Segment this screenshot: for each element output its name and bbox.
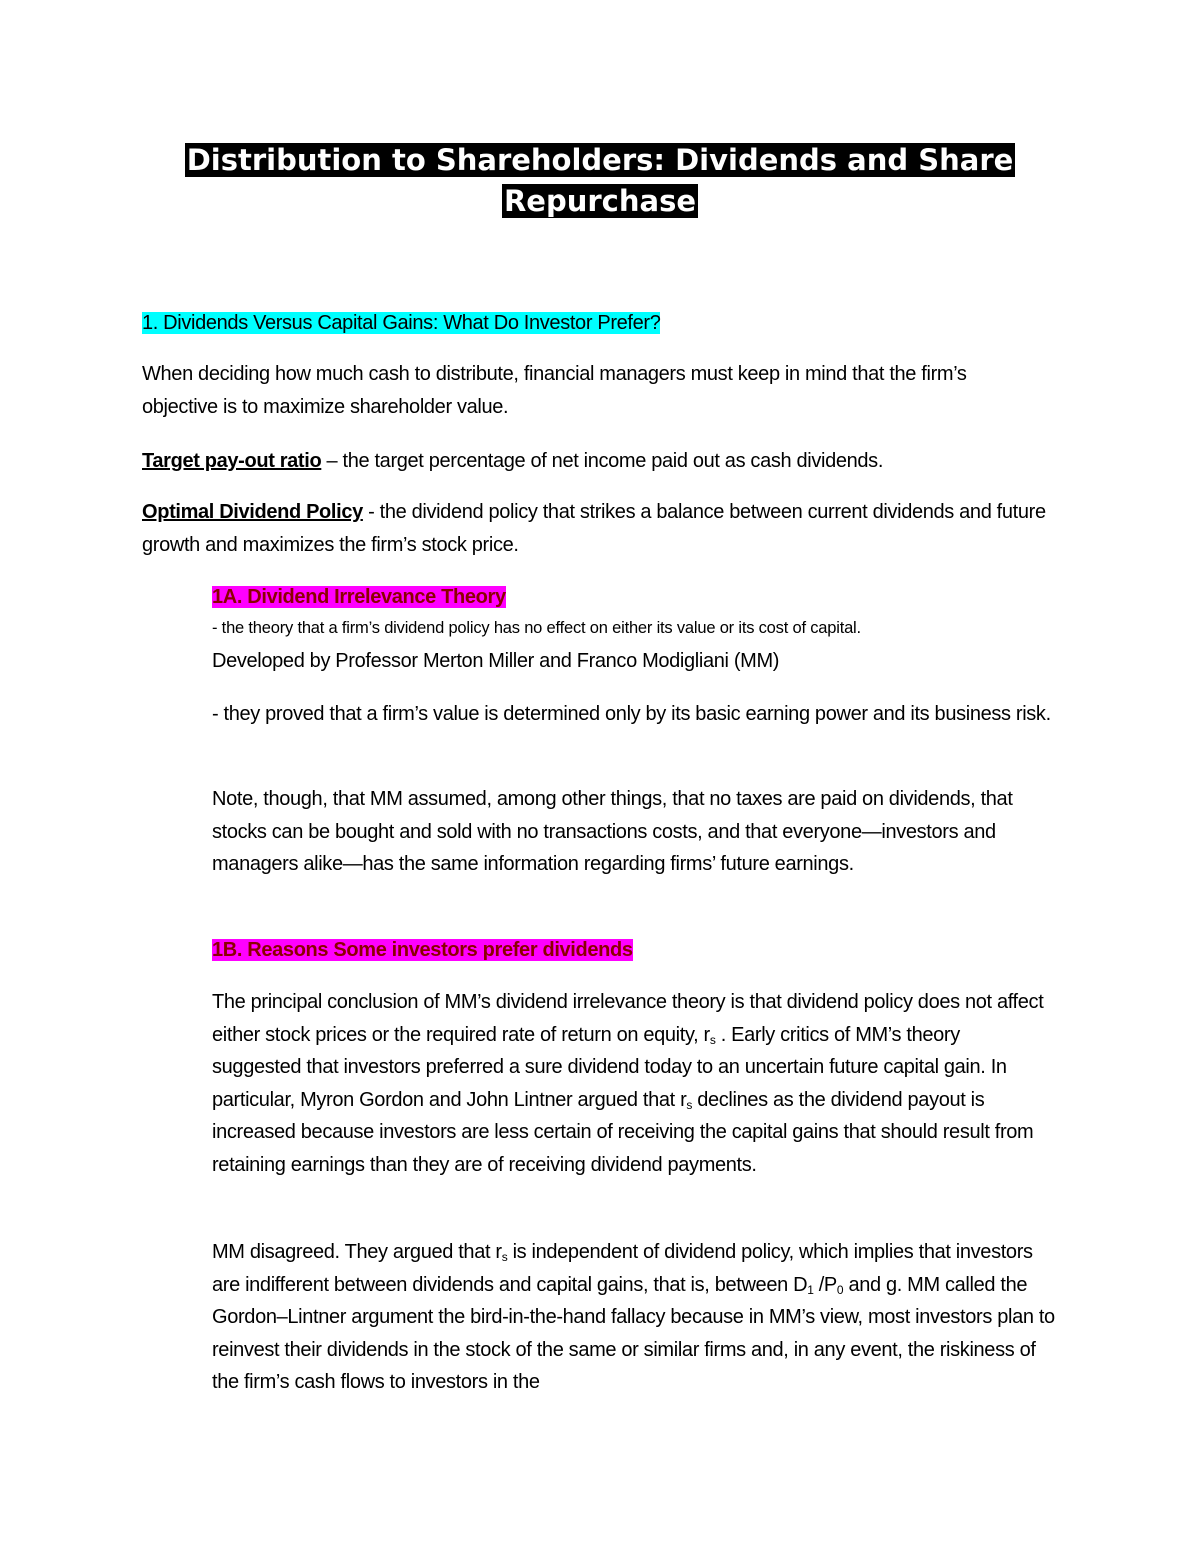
document-title bbox=[120, 140, 1080, 222]
mm-proved-text: - they proved that a firm’s value is determined only by its basic earning power and its business risk. bbox=[212, 703, 1051, 725]
section-1a-heading bbox=[212, 581, 1072, 614]
r-s-subscript: s bbox=[709, 1032, 716, 1047]
target-payout-ratio-text: – the target percentage of net income paid out as cash dividends. bbox=[321, 450, 884, 472]
r-s-subscript-2: s bbox=[686, 1097, 693, 1112]
p2-text-a: MM disagreed. They argued that r bbox=[212, 1241, 502, 1263]
title-line-1: Distribution to Shareholders: Dividends and Share bbox=[186, 143, 1014, 177]
title-line-2: Repurchase bbox=[503, 184, 697, 218]
p1-text-a: The principal conclusion of MM’s dividend irrelevance theory is that dividend policy does not affect either stock prices or the required rate of return on equity, r bbox=[212, 991, 1044, 1046]
p1-text-c: suggested that investors preferred a sure dividend today to an uncertain future capital gain. In particular, Myron Gordon and John Lintner argued that r bbox=[212, 1056, 1007, 1111]
section-1-heading-text: 1. Dividends Versus Capital Gains: What Do Investor Prefer? bbox=[142, 312, 661, 334]
r-s-subscript-3: s bbox=[501, 1250, 508, 1264]
section-1b-heading-text: 1B. Reasons Some investors prefer dividends bbox=[212, 939, 633, 961]
p0-subscript: 0 bbox=[836, 1282, 844, 1297]
p2-text-d: and g. MM called the Gordon–Lintner argument the bird-in-the-hand fallacy because in MM’s view, most investors plan to reinvest their dividends in the stock of the same or similar firms and, in any event, the riskiness of the firm’s cash flows to investors in the bbox=[212, 1273, 1055, 1393]
d1-subscript: 1 bbox=[807, 1282, 814, 1297]
developed-by-text: Developed by Professor Merton Miller and Franco Modigliani (MM) bbox=[212, 650, 780, 672]
mm-assumptions-note: Note, though, that MM assumed, among other things, that no taxes are paid on dividends, that stocks can be bought and sold with no transactions costs, and that everyone—investors and managers alike—has the same information regarding firms’ future earnings. bbox=[212, 788, 1013, 875]
p1-text-d: declines as the dividend payout is increased because investors are less certain of receiving the capital gains that should result from retaining earnings than they are of receiving dividend payments. bbox=[212, 1088, 1034, 1176]
section-1-intro: When deciding how much cash to distribute, financial managers must keep in mind that the firm’s objective is to maximize shareholder value. bbox=[142, 363, 967, 418]
mm-disagreed-paragraph bbox=[212, 1236, 1057, 1399]
p2-text-c: /P bbox=[813, 1273, 837, 1296]
p1-text-b: . Early critics of MM’s theory bbox=[715, 1023, 960, 1046]
irrelevance-theory-definition: - the theory that a firm’s dividend policy has no effect on either its value or its cost of capital. bbox=[212, 619, 861, 637]
optimal-dividend-policy-definition bbox=[142, 496, 1077, 561]
optimal-dividend-policy-term: Optimal Dividend Policy bbox=[142, 501, 363, 523]
target-payout-ratio-term: Target pay-out ratio bbox=[142, 450, 322, 472]
section-1a-heading-text: 1A. Dividend Irrelevance Theory bbox=[212, 586, 506, 608]
section-1b-heading bbox=[212, 934, 1072, 967]
target-payout-ratio-definition bbox=[142, 445, 1082, 478]
optimal-dividend-policy-text: - the dividend policy that strikes a balance between current dividends and future growth and maximizes the firm’s stock price. bbox=[142, 501, 1046, 556]
p2-text-b: is independent of dividend policy, which implies that investors are indifferent between dividends and capital gains, that is, between D bbox=[212, 1241, 1033, 1296]
principal-conclusion-paragraph bbox=[212, 986, 1057, 1181]
section-1-heading bbox=[142, 307, 1082, 340]
